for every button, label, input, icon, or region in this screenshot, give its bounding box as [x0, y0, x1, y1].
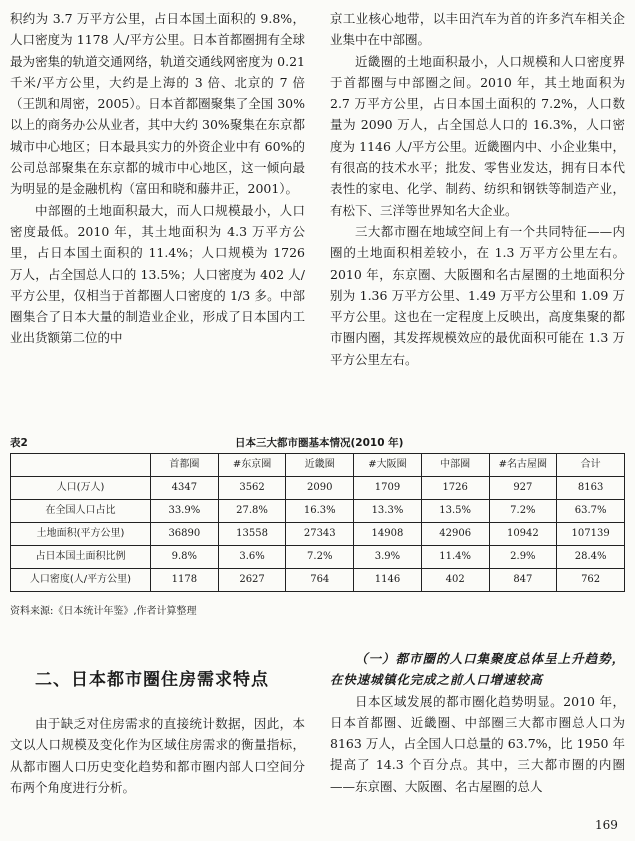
table-header-cell: #东京圈 — [218, 454, 286, 477]
table-cell: 9.8% — [151, 546, 219, 569]
table-row — [11, 477, 625, 500]
table-header-cell: #大阪圈 — [354, 454, 422, 477]
table-cell: 27.8% — [218, 500, 286, 523]
table-cell: 13.5% — [421, 500, 489, 523]
table-cell: 402 — [421, 569, 489, 592]
table-cell: 13.3% — [354, 500, 422, 523]
table-cell: 36890 — [151, 523, 219, 546]
table-header-row — [11, 454, 625, 477]
table-cell: 33.9% — [151, 500, 219, 523]
table-cell: 1146 — [354, 569, 422, 592]
table-header-cell: 近畿圈 — [286, 454, 354, 477]
row-header-cell: 人口密度(人/平方公里) — [11, 569, 151, 592]
table-cell: 1178 — [151, 569, 219, 592]
table-cell: 1726 — [421, 477, 489, 500]
table-cell: 7.2% — [489, 500, 557, 523]
table-row — [11, 546, 625, 569]
table-cell: 2627 — [218, 569, 286, 592]
right-text-column — [330, 8, 625, 370]
table-cell: 7.2% — [286, 546, 354, 569]
left-text-column — [10, 8, 305, 349]
table-cell: 2.9% — [489, 546, 557, 569]
table-source-note: 资料来源:《日本统计年鉴》,作者计算整理 — [10, 606, 197, 617]
table-row — [11, 523, 625, 546]
table-header-cell: #名古屋圈 — [489, 454, 557, 477]
table-cell: 14908 — [354, 523, 422, 546]
table-label: 表2 — [10, 437, 28, 449]
paragraph: 近畿圈的土地面积最小，人口规模和人口密度界于首都圈与中部圈之间。2010 年，其土地面积为 2.7 万平方公里，占日本国土面积的 7.2%，人口数量为 2090 万人，占全国总人口的 16.3%，人口密度为 1146 人/平方公里。近畿圈内中、小企业集中，有很高的技术水平；批发、零售业发达，拥有日本代表性的家电、化学、制药、纺织和钢铁等制造产业，有松下、三洋等世界知名大企业。 — [330, 53, 625, 218]
paragraph: 日本区域发展的都市圈化趋势明显。2010 年，日本首都圈、近畿圈、中部圈三大都市圈总人口为 8163 万人，占全国人口总量的 63.7%，比 1950 年提高了 14.3 个百分点。其中，三大都市圈的内圈——东京圈、大阪圈、名古屋圈的总人 — [330, 693, 625, 794]
page-number: 169 — [595, 818, 618, 832]
table-row — [11, 500, 625, 523]
table-caption — [10, 433, 625, 451]
row-header-cell: 占日本国土面积比例 — [11, 546, 151, 569]
table-cell: 42906 — [421, 523, 489, 546]
table-cell: 764 — [286, 569, 354, 592]
table-cell: 16.3% — [286, 500, 354, 523]
table-cell: 1709 — [354, 477, 422, 500]
table-cell: 762 — [557, 569, 625, 592]
paragraph: 三大都市圈在地域空间上有一个共同特征——内圈的土地面积相差较小，在 1.3 万平方公里左右。2010 年，东京圈、大阪圈和名古屋圈的土地面积分别为 1.36 万平方公里、1.49 万平方公里和 1.09 万平方公里。这也在一定程度上反映出，高度集聚的都市圈内圈，其发挥规模效应的最优面积可能在 1.3 万平方公里左右。 — [330, 223, 625, 367]
paragraph: 积约为 3.7 万平方公里，占日本国土面积的 9.8%，人口密度为 1178 人/平方公里。日本首都圈拥有全球最为密集的轨道交通网络，轨道交通线网密度为 0.21 千米/平方公里，大约是上海的 3 倍、北京的 7 倍（王凯和周密，2005）。日本首都圈聚集了全国 30%以上的商务办公从业者，其中大约 30%聚集在东京都城市中心地区；日本最具实力的外资企业中有 60%的公司总部聚集在东京都的城市中心地区，这一倾向最为明显的是金融机构（富田和晓和藤井正，2001）。 — [10, 11, 305, 197]
row-header-cell: 人口(万人) — [11, 477, 151, 500]
table-cell: 13558 — [218, 523, 286, 546]
paragraph: 京工业核心地带，以丰田汽车为首的许多汽车相关企业集中在中部圈。 — [330, 11, 625, 48]
table-cell: 927 — [489, 477, 557, 500]
row-header-cell: 土地面积(平方公里) — [11, 523, 151, 546]
table-cell: 27343 — [286, 523, 354, 546]
table-cell: 8163 — [557, 477, 625, 500]
table-cell: 4347 — [151, 477, 219, 500]
section-continuation — [330, 648, 625, 797]
section-heading: 二、日本都市圈住房需求特点 — [35, 670, 269, 690]
metro-area-table — [10, 453, 625, 592]
table-title: 日本三大都市圈基本情况(2010 年) — [235, 437, 404, 449]
table-cell: 2090 — [286, 477, 354, 500]
table-header-cell — [11, 454, 151, 477]
table-cell: 28.4% — [557, 546, 625, 569]
paragraph: 中部圈的土地面积最大，而人口规模最小，人口密度最低。2010 年，其土地面积为 4.3 万平方公里，占日本国土面积的 11.4%；人口规模为 1726 万人，占全国总人口的 13.5%；人口密度为 402 人/平方公里，仅相当于首都圈人口密度的 1/3 多。中部圈集合了日本大量的制造业企业，形成了日本国内工业出货额第二位的中 — [10, 202, 305, 346]
subsection-heading: （一）都市圈的人口集聚度总体呈上升趋势，在快速城镇化完成之前人口增速较高 — [330, 651, 625, 688]
table-row — [11, 569, 625, 592]
row-header-cell: 在全国人口占比 — [11, 500, 151, 523]
table-header-cell: 合计 — [557, 454, 625, 477]
table-cell: 10942 — [489, 523, 557, 546]
table-cell: 11.4% — [421, 546, 489, 569]
table-cell: 3.9% — [354, 546, 422, 569]
table-cell: 3562 — [218, 477, 286, 500]
section-intro — [10, 713, 305, 798]
table-cell: 3.6% — [218, 546, 286, 569]
table-header-cell: 中部圈 — [421, 454, 489, 477]
table-cell: 107139 — [557, 523, 625, 546]
paragraph: 由于缺乏对住房需求的直接统计数据，因此，本文以人口规模及变化作为区域住房需求的衡量指标，从都市圈人口历史变化趋势和都市圈内部人口空间分布两个角度进行分析。 — [10, 716, 305, 795]
table-cell: 847 — [489, 569, 557, 592]
table-header-cell: 首都圈 — [151, 454, 219, 477]
table-cell: 63.7% — [557, 500, 625, 523]
